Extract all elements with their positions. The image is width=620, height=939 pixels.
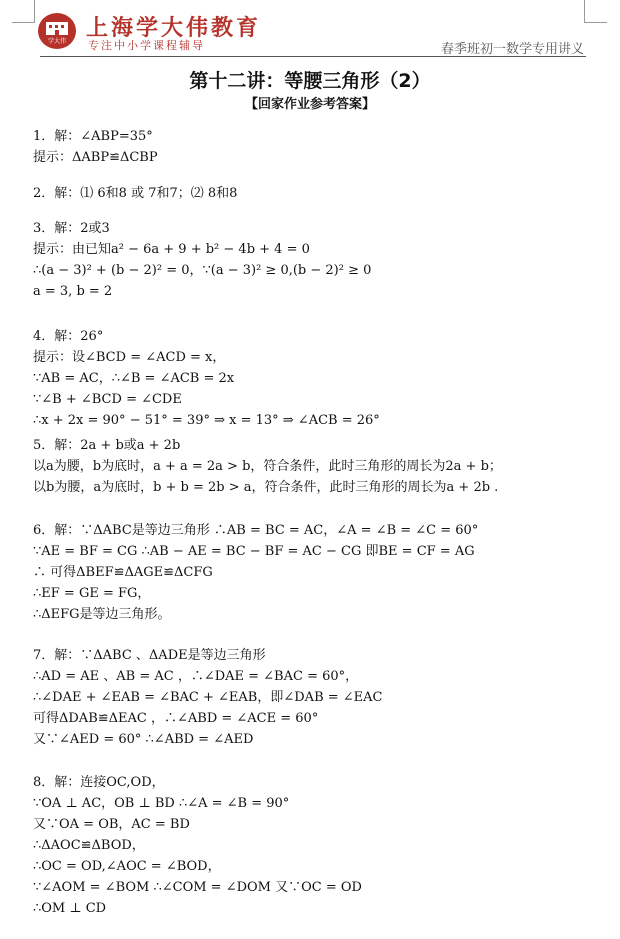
answer-line: 4．解：26° [33,329,104,344]
answer-line: 可得ΔDAB≌ΔEAC ，∴∠ABD = ∠ACE = 60° [33,711,319,726]
answer-block-6 [33,520,603,625]
answer-line: 3．解：2或3 [33,221,110,236]
answer-line: ∵OA ⊥ AC，OB ⊥ BD ∴∠A = ∠B = 90° [33,796,290,811]
brand-tagline: 专注中小学课程辅导 [88,39,205,52]
answer-line: 以b为腰，a为底时，b + b = 2b > a，符合条件，此时三角形的周长为a + 2b . [33,480,499,495]
answer-block-5 [33,435,603,498]
answer-line: 又∵OA = OB，AC = BD [33,817,190,832]
answer-line: ∴OC = OD,∠AOC = ∠BOD， [33,859,221,874]
answer-line: 2．解：⑴ 6和8 或 7和7；⑵ 8和8 [33,186,238,201]
answer-line: ∵∠B + ∠BCD = ∠CDE [33,392,182,407]
answer-line: ∴EF = GE = FG， [33,586,151,601]
answer-line: 7．解：∵ΔABC 、ΔADE是等边三角形 [33,648,266,663]
answer-line: 5．解：2a + b或a + 2b [33,438,181,453]
answer-line: 提示：设∠BCD = ∠ACD = x， [33,350,226,365]
logo-text: 学大伟 [47,38,67,45]
building-icon [42,17,72,45]
answer-line: ∴ΔEFG是等边三角形。 [33,607,171,622]
answer-line: ∴(a − 3)² + (b − 2)² = 0，∵(a − 3)² ≥ 0,(b − 2)² ≥ 0 [33,263,372,278]
page-title: 第十二讲：等腰三角形（2） [189,70,431,92]
answer-line: 1．解：∠ABP=35° [33,129,153,144]
answer-line: 提示：由已知a² − 6a + 9 + b² − 4b + 4 = 0 [33,242,310,257]
answer-line: ∵AB = AC，∴∠B = ∠ACB = 2x [33,371,235,386]
page-subtitle: 【回家作业参考答案】 [244,97,375,112]
answer-line: 又∵∠AED = 60° ∴∠ABD = ∠AED [33,732,254,747]
answer-line: ∴OM ⊥ CD [33,901,107,916]
page-header [0,0,620,56]
answer-line: ∴ 可得ΔBEF≌ΔAGE≌ΔCFG [33,565,213,580]
course-label: 春季班初一数学专用讲义 [440,42,584,57]
answer-block-1 [33,126,603,168]
answer-block-7 [33,645,603,750]
answer-line: 8．解：连接OC,OD， [33,775,165,790]
answer-block-8 [33,772,603,919]
answer-line: ∴AD = AE 、AB = AC ，∴∠DAE = ∠BAC = 60°， [33,669,359,684]
answer-line: 提示：ΔABP≌ΔCBP [33,150,158,165]
answer-line: ∵AE = BF = CG ∴AB − AE = BC − BF = AC − CG 即BE = CF = AG [33,544,475,559]
answer-line: ∴x + 2x = 90° − 51° = 39° ⇒ x = 13° ⇒ ∠ACB = 26° [33,413,380,428]
answer-line: ∴∠DAE + ∠EAB = ∠BAC + ∠EAB，即∠DAB = ∠EAC [33,690,383,705]
brand-name: 上海学大伟教育 [86,15,262,41]
answer-block-3 [33,218,603,302]
answer-line: 6．解：∵ΔABC是等边三角形 ∴AB = BC = AC，∠A = ∠B = ∠C = 60° [33,523,479,538]
header-divider [40,56,586,57]
answer-line: 以a为腰，b为底时，a + a = 2a > b，符合条件，此时三角形的周长为2a + b； [33,459,502,474]
brand-logo [38,13,76,49]
answer-line: a = 3, b = 2 [33,284,113,299]
answer-line: ∵∠AOM = ∠BOM ∴∠COM = ∠DOM 又∵OC = OD [33,880,362,895]
answer-line: ∴ΔAOC≌ΔBOD， [33,838,145,853]
answer-block-2 [33,183,603,204]
answer-block-4 [33,326,603,431]
